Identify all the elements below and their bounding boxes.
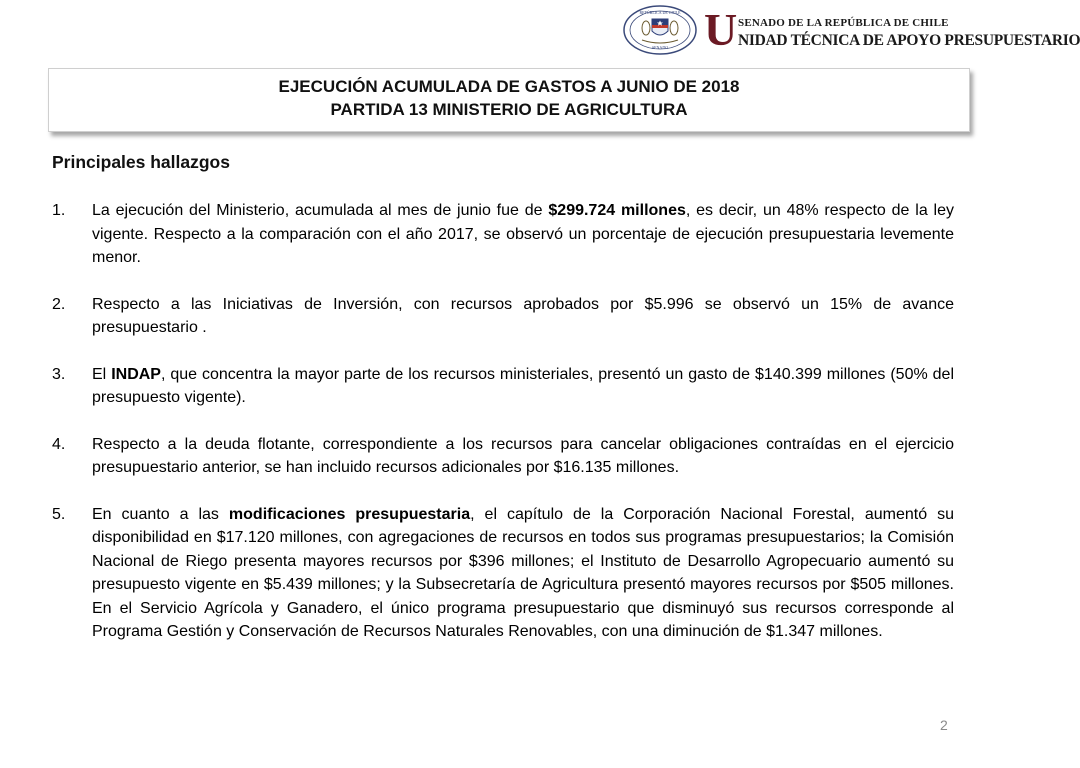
title-line-2: PARTIDA 13 MINISTERIO DE AGRICULTURA <box>330 100 688 119</box>
finding-item-2 <box>52 293 954 340</box>
page-number: 2 <box>940 717 948 733</box>
finding-text: Respecto a las Iniciativas de Inversión, con recursos aprobados por $5.996 se observó un 15% de avance presupuestario . <box>92 295 954 336</box>
finding-number: 5. <box>52 505 66 523</box>
unit-logo <box>704 4 1080 55</box>
finding-emphasis: modificaciones presupuestaria <box>228 505 471 523</box>
findings-list <box>52 199 954 667</box>
finding-number: 3. <box>52 365 66 383</box>
seal-subtext: SENADO <box>651 45 669 50</box>
unit-name: NIDAD TÉCNICA DE APOYO PRESUPUESTARIO <box>738 32 1080 49</box>
finding-number: 1. <box>52 202 66 219</box>
finding-emphasis: INDAP <box>111 365 161 383</box>
finding-item-5 <box>52 503 954 644</box>
finding-text: La ejecución del Ministerio, acumulada al mes de junio fue de $299.724 millones, es decir, un 48% respecto de la ley vigente. Respecto a la comparación con el año 2017, se observó un porcentaje de ejecución presupuestaria levemente menor. <box>92 202 954 266</box>
finding-text: El INDAP, que concentra la mayor parte de los recursos ministeriales, presentó un gasto de $140.399 millones (50% del presupuesto vigente). <box>92 365 955 406</box>
finding-item-4 <box>52 433 954 480</box>
org-line: SENADO DE LA REPÚBLICA DE CHILE <box>738 17 949 29</box>
senate-seal-icon <box>622 4 698 56</box>
title-box <box>48 68 970 132</box>
finding-item-3 <box>52 363 954 410</box>
section-heading: Principales hallazgos <box>52 152 230 172</box>
finding-item-1 <box>52 199 954 270</box>
finding-text: Respecto a la deuda flotante, correspondiente a los recursos para cancelar obligaciones contraídas en el ejercicio presupuestario anterior, se han incluido recursos adicionales por $16.135 millones. <box>92 435 954 476</box>
finding-number: 4. <box>52 435 66 453</box>
header <box>622 4 1080 56</box>
finding-number: 2. <box>52 295 66 313</box>
seal-text: REPÚBLICA DE CHILE <box>639 10 681 15</box>
title-line-1: EJECUCIÓN ACUMULADA DE GASTOS A JUNIO DE 2018 <box>278 77 740 96</box>
finding-text: En cuanto a las modificaciones presupuestaria, el capítulo de la Corporación Nacional Forestal, aumentó su disponibilidad en $17.120 millones, con agregaciones de recursos en todos sus programas presupuestarios; la Comisión Nacional de Riego presenta mayores recursos por $396 millones; el Instituto de Desarrollo Agropecuario aumentó su presupuesto vigente en $5.439 millones; y la Subsecretaría de Agricultura presentó mayores recursos por $505 millones. En el Servicio Agrícola y Ganadero, el único programa presupuestario que disminuyó sus recursos corresponde al Programa Gestión y Conservación de Recursos Naturales Renovables, con una diminución de $1.347 millones. <box>92 505 955 640</box>
finding-emphasis: $299.724 millones <box>548 202 686 219</box>
unit-initial: U <box>704 4 738 55</box>
